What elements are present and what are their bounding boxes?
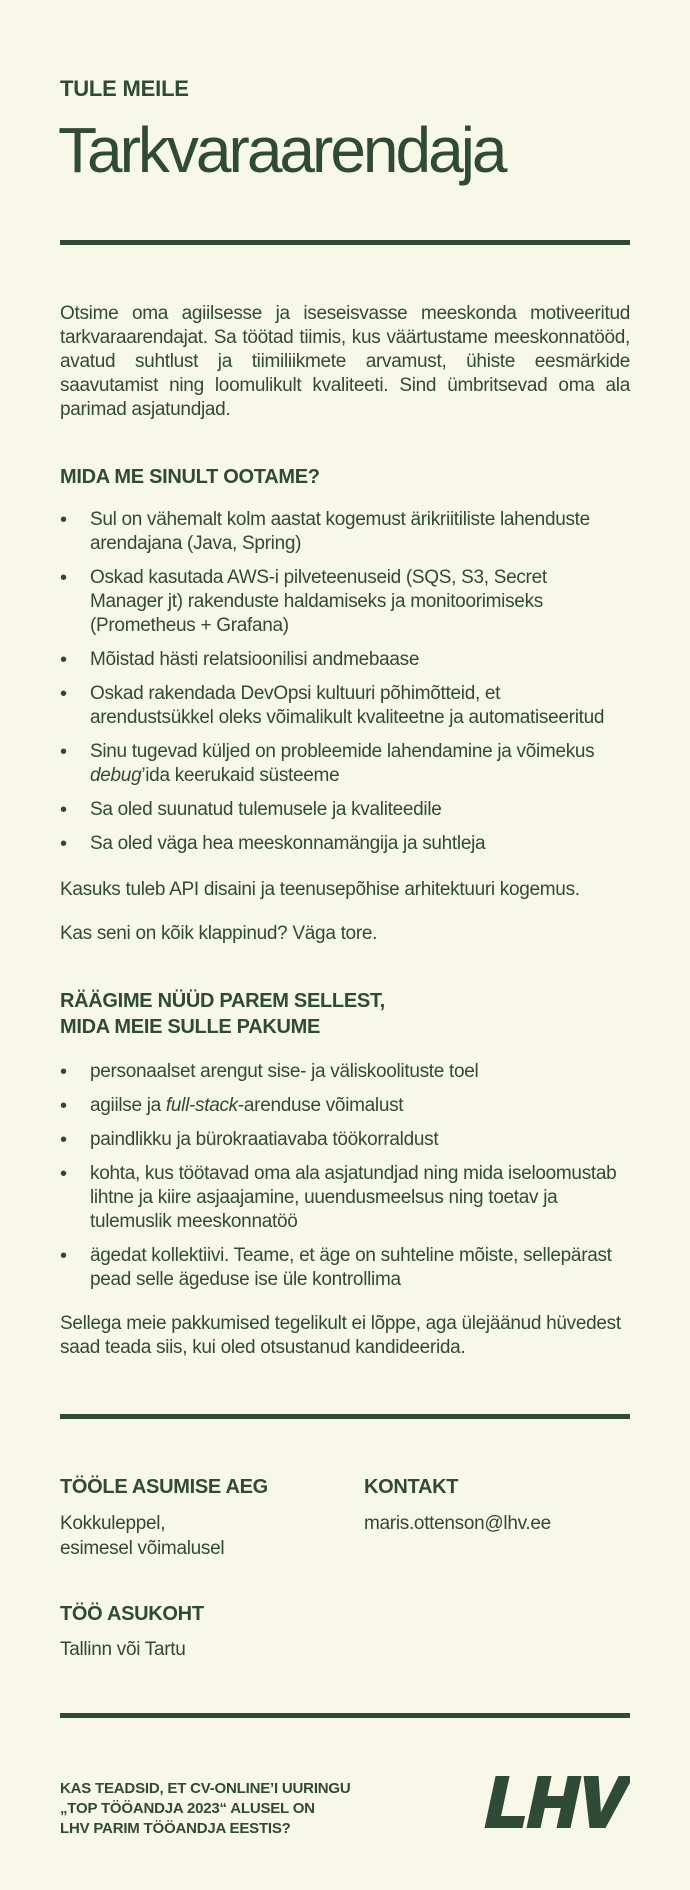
award-note-line: „TOP TÖÖANDJA 2023“ ALUSEL ON bbox=[60, 1800, 315, 1817]
divider-middle bbox=[60, 1414, 630, 1419]
contact-email-link[interactable]: maris.ottenson@lhv.ee bbox=[364, 1513, 551, 1534]
expectations-heading: MIDA ME SINULT OOTAME? bbox=[60, 466, 320, 488]
list-item: • Oskad kasutada AWS-i pilveteenuseid (SQS, S3, Secret Manager jt) rakenduste haldamiseks ja monitoorimiseks (Prometheus + Grafana) bbox=[60, 566, 620, 638]
bonus-paragraph: Kasuks tuleb API disaini ja teenusepõhise arhitektuuri kogemus. bbox=[60, 879, 580, 900]
page-title: Tarkvaraarendaja bbox=[58, 114, 505, 186]
intro-paragraph: Otsime oma agiilsesse ja iseseisvasse meeskonda motiveeritud tarkvaraarendajat. Sa töötad tiimis, kus väärtustame meeskonnatööd, avatud suhtlust ja tiimiliikmete arvamust, ühiste eesmärkide saavutamist ning loomulikult kvaliteeti. Sind ümbritsevad oma ala parimad asjatundjad. bbox=[60, 303, 630, 420]
list-item: • Sa oled väga hea meeskonnamängija ja suhtleja bbox=[60, 832, 620, 856]
offer-heading-line2: MIDA MEIE SULLE PAKUME bbox=[60, 1016, 321, 1038]
list-item-italic-part: full-stack bbox=[165, 1095, 238, 1116]
offer-heading bbox=[60, 988, 630, 1040]
start-time-line: Kokkuleppel, bbox=[60, 1513, 166, 1534]
list-item bbox=[60, 740, 620, 788]
list-item-text-part: Sinu tugevad küljed on probleemide lahendamine ja võimekus bbox=[90, 741, 595, 762]
contact-heading: KONTAKT bbox=[364, 1476, 459, 1498]
lhv-logo-icon bbox=[478, 1774, 630, 1830]
list-item: • Mõistad hästi relatsioonilisi andmebaase bbox=[60, 648, 620, 672]
location-heading: TÖÖ ASUKOHT bbox=[60, 1603, 204, 1625]
award-note-line: KAS TEADSID, ET CV-ONLINE’I UURINGU bbox=[60, 1780, 351, 1797]
divider-top bbox=[60, 240, 630, 245]
list-item: • personaalset arengut sise- ja väliskoolituste toel bbox=[60, 1060, 620, 1084]
list-item: • ägedat kollektiivi. Teame, et äge on suhteline mõiste, sellepärast pead selle ägeduse ise üle kontrollima bbox=[60, 1244, 620, 1292]
offer-list bbox=[60, 1060, 620, 1302]
start-time-value bbox=[60, 1511, 224, 1561]
list-item-italic-part: debug bbox=[90, 765, 142, 786]
list-item bbox=[60, 1094, 620, 1118]
location-value: Tallinn või Tartu bbox=[60, 1639, 186, 1660]
list-item-text-part: ’ida keerukaid süsteeme bbox=[141, 765, 340, 786]
list-item-text-part: agiilse ja bbox=[90, 1095, 166, 1116]
list-item: • kohta, kus töötavad oma ala asjatundjad ning mida iseloomustab lihtne ja kiire asjaajamine, uuendusmeelsus ning toetav ja tulemuslik meeskonnatöö bbox=[60, 1162, 620, 1234]
closing-paragraph: Kas seni on kõik klappinud? Väga tore. bbox=[60, 923, 378, 944]
offer-closing-paragraph: Sellega meie pakkumised tegelikult ei lõppe, aga ülejäänud hüvedest saad teada siis, kui oled otsustanud kandideerida. bbox=[60, 1313, 621, 1358]
list-item-text-part: -arenduse võimalust bbox=[237, 1095, 404, 1116]
lhv-logo bbox=[478, 1774, 630, 1835]
list-item: • Sa oled suunatud tulemusele ja kvaliteedile bbox=[60, 798, 620, 822]
kicker: TULE MEILE bbox=[60, 76, 189, 101]
offer-heading-line1: RÄÄGIME NÜÜD PAREM SELLEST, bbox=[60, 990, 385, 1012]
expectations-list bbox=[60, 508, 620, 866]
award-note-line: LHV PARIM TÖÖANDJA EESTIS? bbox=[60, 1820, 291, 1837]
list-item: • paindlikku ja bürokraatiavaba töökorraldust bbox=[60, 1128, 620, 1152]
start-time-line: esimesel võimalusel bbox=[60, 1538, 225, 1559]
list-item: • Oskad rakendada DevOpsi kultuuri põhimõtteid, et arendustsükkel oleks võimalikult kvaliteetne ja automatiseeritud bbox=[60, 682, 620, 730]
award-note bbox=[60, 1779, 390, 1839]
start-time-heading: TÖÖLE ASUMISE AEG bbox=[60, 1476, 268, 1498]
divider-bottom bbox=[60, 1713, 630, 1718]
list-item: • Sul on vähemalt kolm aastat kogemust ärikriitiliste lahenduste arendajana (Java, Spring) bbox=[60, 508, 620, 556]
